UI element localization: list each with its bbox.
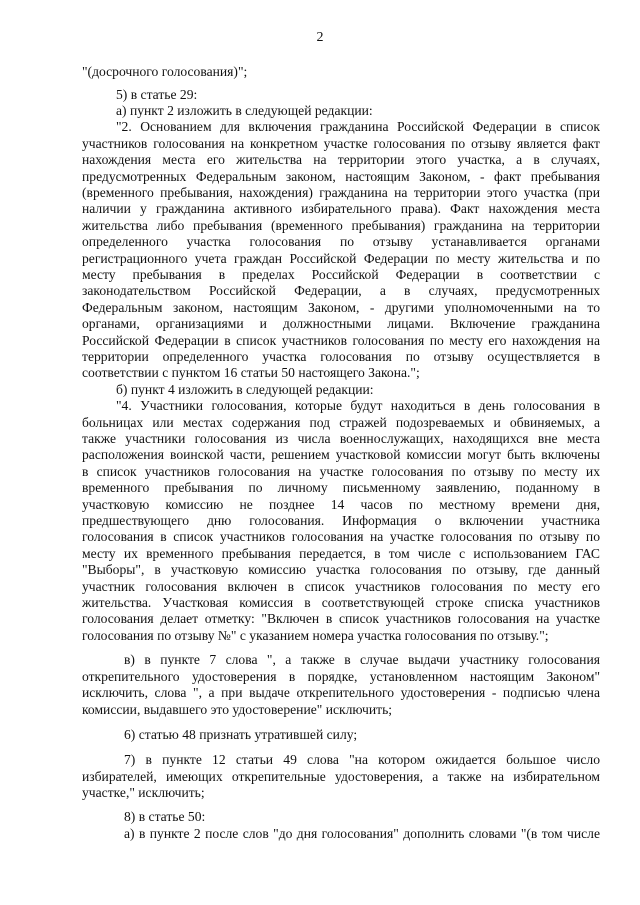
text-line: "2. Основанием для включения гражданина Российской Федерации в список bbox=[116, 119, 600, 134]
text-line: расположения воинской части, решением участковой комиссии могут быть включены bbox=[82, 447, 600, 462]
text-line: жительства. Участковая комиссия в соответствующей строке списка участников bbox=[82, 595, 600, 610]
text-line: предшествующего дню голосования. Информация о включении участника bbox=[82, 513, 600, 528]
text-line: временного пребывания по личному письменному заявлению, поданному в bbox=[82, 480, 600, 495]
text-line: наличии у гражданина активного избирательного права). Факт нахождения места bbox=[82, 201, 600, 216]
text-line: месту пребывания в пределах Российской Федерации в соответствии с bbox=[82, 267, 600, 282]
text-line: Российской Федерации в список участников голосования по месту его нахождения на bbox=[82, 333, 600, 348]
text-line: территории определенного участка голосования по отзыву осуществляется в bbox=[82, 349, 600, 364]
text-line: б) пункт 4 изложить в следующей редакции: bbox=[116, 382, 374, 397]
text-line: участке," исключить; bbox=[82, 785, 205, 800]
text-line: в) в пункте 7 слова ", а также в случае выдачи участнику голосования bbox=[124, 652, 600, 667]
text-line: 5) в статье 29: bbox=[116, 87, 198, 102]
text-line: 8) в статье 50: bbox=[124, 809, 206, 824]
text-line: а) пункт 2 изложить в следующей редакции: bbox=[116, 103, 373, 118]
text-line: предусмотренных Федеральным законом, настоящим Законом, - факт пребывания bbox=[82, 169, 600, 184]
text-line: а) в пункте 2 после слов "до дня голосования" дополнить словами "(в том числе bbox=[124, 826, 600, 841]
text-line: регистрационного учета граждан Российской Федерации по месту жительства и по bbox=[82, 251, 600, 266]
text-line: комиссии, выдавшего это удостоверение" исключить; bbox=[82, 702, 393, 717]
text-line: открепительного удостоверения в порядке, установленном настоящим Законом" bbox=[82, 669, 600, 684]
text-line: месту их временного пребывания передается, в том числе с использованием ГАС bbox=[82, 546, 600, 561]
text-line: голосования в список участников голосования на участке голосования по отзыву по bbox=[82, 529, 600, 544]
text-line: избирателей, имеющих открепительные удостоверения, а также на избирательном bbox=[82, 769, 600, 784]
text-line: определенного участка голосования по отзыву устанавливается органами bbox=[82, 234, 600, 249]
text-line: "(досрочного голосования)"; bbox=[82, 64, 248, 79]
page-number: 2 bbox=[316, 30, 324, 45]
text-line: нахождения места его жительства на территории этого участка, а в случаях, bbox=[82, 152, 600, 167]
text-line: "Выборы", в участковую комиссию участка голосования по отзыву, где данный bbox=[82, 562, 600, 577]
text-line: 7) в пункте 12 статьи 49 слова "на котором ожидается большое число bbox=[124, 752, 600, 767]
text-line: участковую комиссию не позднее 14 часов по местному времени дня, bbox=[82, 497, 600, 512]
text-line: участник голосования включен в список участников голосования по месту его bbox=[82, 579, 600, 594]
text-line: голосования по отзыву №" с указанием номера участка голосования по отзыву."; bbox=[82, 628, 549, 643]
text-line: исключить, слова ", а при выдаче открепительного удостоверения - подписью члена bbox=[82, 685, 600, 700]
text-line: законодательством Российской Федерации, а в случаях, предусмотренных bbox=[82, 283, 600, 298]
text-line: (временного пребывания, нахождения) гражданина на территории этого участка (при bbox=[82, 185, 600, 200]
text-line: участников голосования на конкретном участке голосования по отзыву является факт bbox=[82, 136, 600, 151]
text-line: больницах или местах содержания под стражей подозреваемых и обвиняемых, а bbox=[82, 415, 600, 430]
text-line: 6) статью 48 признать утратившей силу; bbox=[124, 727, 358, 742]
text-line: "4. Участники голосования, которые будут находиться в день голосования в bbox=[116, 398, 600, 413]
text-line: также участники голосования из числа военнослужащих, находящихся вне места bbox=[82, 431, 600, 446]
text-line: в список участников голосования на участке голосования по отзыву по месту их bbox=[82, 464, 600, 479]
text-line: органами, организациями и должностными лицами. Включение гражданина bbox=[82, 316, 600, 331]
text-line: соответствии с пунктом 16 статьи 50 настоящего Закона."; bbox=[82, 365, 420, 380]
text-line: голосования делает отметку: "Включен в список участников голосования на участке bbox=[82, 611, 600, 626]
text-line: Федеральным законом, настоящим Законом, - другими уполномоченными на то bbox=[82, 300, 600, 315]
text-line: жительства либо пребывания (временного пребывания) гражданина на территории bbox=[82, 218, 600, 233]
